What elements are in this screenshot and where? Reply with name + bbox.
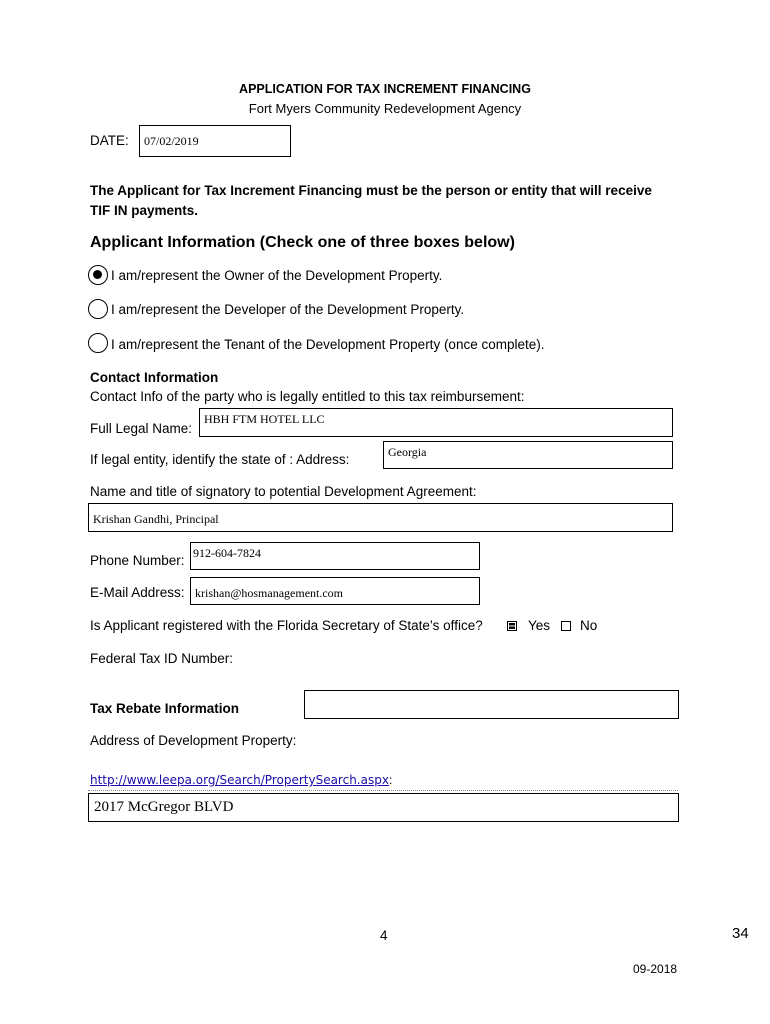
signatory-label: Name and title of signatory to potential Development Agreement: — [90, 484, 477, 499]
state-field[interactable]: Georgia — [383, 441, 673, 469]
contact-subheading: Contact Info of the party who is legally entitled to this tax reimbursement: — [90, 389, 525, 404]
registered-yes-label: Yes — [528, 618, 551, 633]
registered-question: Is Applicant registered with the Florida Secretary of State’s office? — [90, 618, 483, 633]
dotted-divider — [88, 790, 678, 791]
applicant-info-heading: Applicant Information (Check one of three boxes below) — [90, 234, 515, 251]
tax-rebate-heading: Tax Rebate Information — [90, 701, 240, 716]
tenant-radio[interactable] — [88, 333, 108, 353]
date-label: DATE: — [90, 133, 129, 148]
email-label: E-Mail Address: — [90, 585, 185, 600]
property-search-link-suffix: : — [388, 773, 393, 787]
date-field[interactable]: 07/02/2019 — [139, 125, 291, 157]
property-address-label: Address of Development Property: — [90, 733, 297, 748]
tenant-option-label: I am/represent the Tenant of the Development Property (once complete). — [111, 337, 545, 352]
form-subtitle: Fort Myers Community Redevelopment Agency — [248, 101, 522, 116]
federal-tax-id-field[interactable] — [304, 690, 679, 719]
registered-no-checkbox[interactable] — [561, 621, 571, 631]
registered-yes-checkbox[interactable] — [507, 621, 517, 631]
full-legal-name-field[interactable]: HBH FTM HOTEL LLC — [199, 408, 673, 437]
developer-option-label: I am/represent the Developer of the Development Property. — [111, 302, 465, 317]
revision-date: 09-2018 — [633, 962, 678, 976]
phone-field[interactable]: 912-604-7824 — [190, 542, 480, 570]
registered-no-label: No — [580, 618, 598, 633]
corner-page-number: 34 — [732, 925, 749, 942]
property-address-field[interactable]: 2017 McGregor BLVD — [88, 793, 679, 822]
federal-tax-id-label: Federal Tax ID Number: — [90, 651, 234, 666]
email-field[interactable]: krishan@hosmanagement.com — [190, 577, 480, 605]
form-title: APPLICATION FOR TAX INCREMENT FINANCING — [239, 82, 531, 96]
phone-label: Phone Number: — [90, 553, 185, 568]
property-search-line — [90, 771, 392, 789]
page-number: 4 — [380, 928, 388, 943]
developer-radio[interactable] — [88, 299, 108, 319]
signatory-field[interactable]: Krishan Gandhi, Principal — [88, 503, 673, 532]
contact-heading: Contact Information — [90, 370, 219, 385]
full-legal-name-label: Full Legal Name: — [90, 421, 193, 436]
state-label: If legal entity, identify the state of : Address: — [90, 452, 350, 467]
intro-line-1: The Applicant for Tax Increment Financing must be the person or entity that will receive — [90, 183, 652, 198]
owner-radio[interactable] — [88, 265, 108, 285]
owner-option-label: I am/represent the Owner of the Development Property. — [111, 268, 443, 283]
radio-selected-dot — [93, 270, 102, 279]
intro-line-2: TIF IN payments. — [90, 203, 199, 218]
property-search-link[interactable]: http://www.leepa.org/Search/PropertySearch.aspx — [90, 773, 389, 787]
